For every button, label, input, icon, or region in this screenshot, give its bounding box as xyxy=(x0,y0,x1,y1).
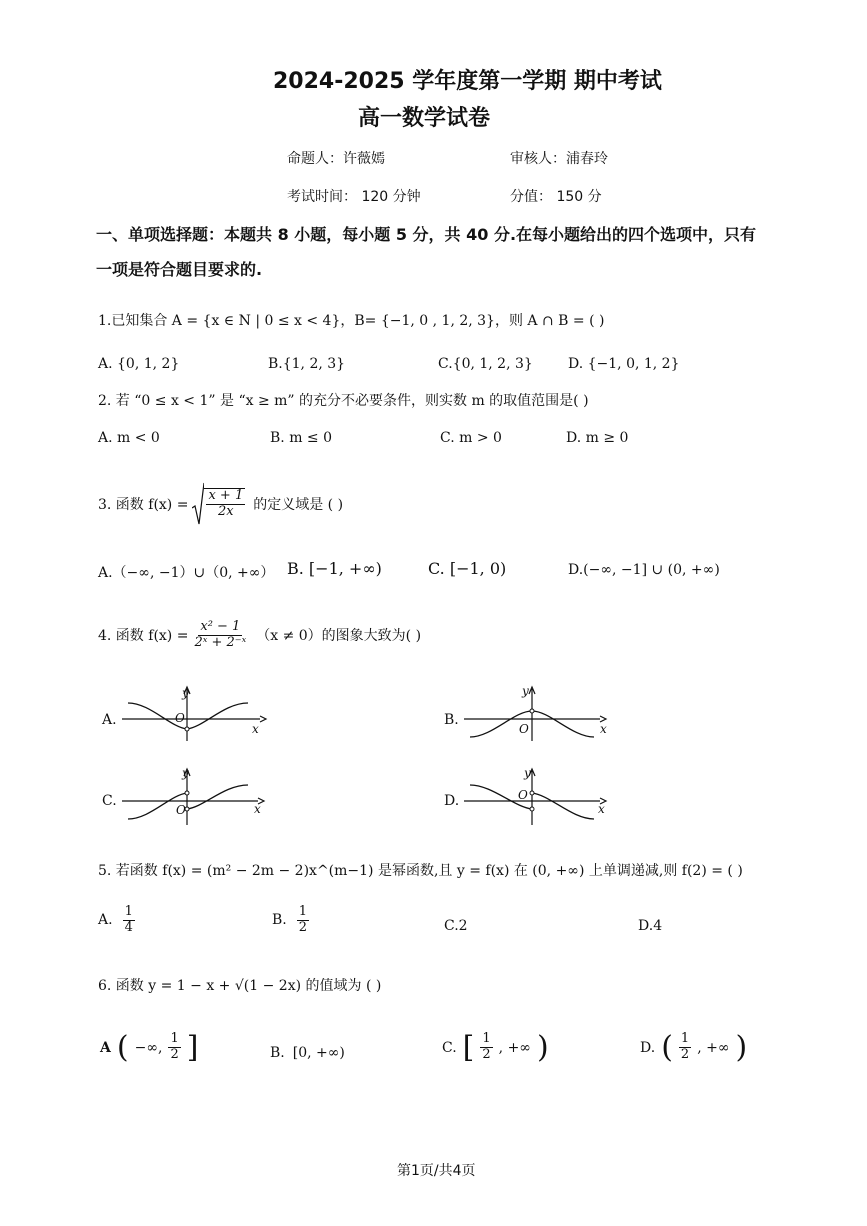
question-3-option-c: C. [−1, 0) xyxy=(428,559,507,578)
option-d-value: 4 xyxy=(653,918,663,934)
left-paren: ( xyxy=(116,1030,129,1065)
author: 命题人：许薇嫣 xyxy=(287,151,385,167)
section-heading-line1: 一、单项选择题：本题共 8 小题，每小题 5 分，共 40 分.在每小题给出的四个选项中，只有 xyxy=(96,225,757,244)
fraction-denominator: 2ˣ + 2⁻ˣ xyxy=(194,634,247,650)
question-2-option-d: D. m ≥ 0 xyxy=(566,430,629,446)
question-6-option-d xyxy=(640,1030,747,1065)
question-5-option-d xyxy=(638,918,662,934)
question-2-option-b: B. m ≤ 0 xyxy=(270,430,333,446)
question-6-stem: 6. 函数 y = 1 − x + √(1 − 2x) 的值域为 ( ) xyxy=(98,978,382,994)
question-3-stem xyxy=(98,482,343,526)
right-paren: ) xyxy=(735,1030,748,1065)
graph-c-x-label: x xyxy=(254,802,261,816)
radicand-numerator: x + 1 xyxy=(208,488,244,504)
exam-score: 分值： 150 分 xyxy=(510,189,602,205)
graph-d-y-label: y xyxy=(524,766,531,780)
question-3-stem-end: 的定义域是 ( ) xyxy=(253,497,344,513)
option-a-numerator: 1 xyxy=(124,904,133,919)
graph-b-origin-label: O xyxy=(519,722,529,736)
graph-a-y-label: y xyxy=(182,686,189,700)
question-2-option-c: C. m > 0 xyxy=(440,430,502,446)
option-c-label: C. xyxy=(444,918,459,934)
graph-c-y-label: y xyxy=(182,766,189,780)
section-heading-line2: 一项是符合题目要求的. xyxy=(96,260,263,279)
graph-d-x-label: x xyxy=(598,802,605,816)
option-d-denominator: 2 xyxy=(680,1047,690,1062)
option-b-label: B. xyxy=(272,912,287,929)
option-c-value: 2 xyxy=(458,918,468,934)
graph-option-a xyxy=(120,683,270,743)
question-4-option-c-label: C. xyxy=(102,793,117,809)
option-b-numerator: 1 xyxy=(298,904,308,919)
question-3-option-b: B. [−1, +∞) xyxy=(287,559,382,578)
right-paren: ) xyxy=(536,1030,549,1065)
graph-b-x-label: x xyxy=(600,722,607,736)
option-d-label: D. xyxy=(638,918,654,934)
question-5-option-b xyxy=(272,905,309,936)
page-footer: 第1页/共4页 xyxy=(397,1163,476,1179)
option-a-infinity: −∞, xyxy=(134,1039,163,1056)
function-fraction xyxy=(192,620,248,651)
question-5-option-a xyxy=(98,905,135,936)
option-c-numerator: 1 xyxy=(482,1031,491,1047)
radical-sign xyxy=(192,482,204,526)
question-4-stem xyxy=(98,620,421,651)
question-1-option-d: D. {−1, 0, 1, 2} xyxy=(568,356,680,372)
option-b-value: [0, +∞) xyxy=(292,1045,345,1061)
question-4-option-b-label: B. xyxy=(444,712,459,728)
graph-a-origin-label: O xyxy=(175,711,185,725)
option-c-label: C. xyxy=(442,1039,457,1056)
question-1-option-b: B.{1, 2, 3} xyxy=(268,356,346,372)
option-c-infinity: , +∞ xyxy=(498,1039,531,1056)
graph-option-b xyxy=(462,683,612,743)
option-b-label: B. xyxy=(270,1045,285,1061)
exam-time: 考试时间： 120 分钟 xyxy=(287,189,421,205)
option-d-numerator: 1 xyxy=(680,1031,690,1047)
exam-subtitle: 高一数学试卷 xyxy=(358,106,491,131)
option-b-denominator: 2 xyxy=(298,919,308,935)
fraction-numerator: x² − 1 xyxy=(200,619,241,634)
graph-a-x-label: x xyxy=(252,722,259,736)
graph-option-c xyxy=(120,765,270,827)
option-d-label: D. xyxy=(640,1039,656,1056)
right-bracket: ] xyxy=(186,1030,199,1065)
left-bracket: [ xyxy=(462,1030,475,1065)
exam-title: 2024-2025 学年度第一学期 期中考试 xyxy=(273,69,662,94)
graph-option-d xyxy=(462,765,612,827)
question-6-option-b xyxy=(270,1045,345,1061)
question-2-option-a: A. m < 0 xyxy=(98,430,160,446)
question-1-option-a: A. {0, 1, 2} xyxy=(98,356,180,372)
question-4-option-a-label: A. xyxy=(102,712,117,728)
graph-c-origin-label: O xyxy=(176,803,186,817)
option-a-label: A. xyxy=(98,912,113,929)
radicand-denominator: 2x xyxy=(218,504,234,519)
left-paren: ( xyxy=(661,1030,673,1065)
question-4-stem-start: 4. 函数 f(x) = xyxy=(98,628,189,645)
option-c-denominator: 2 xyxy=(482,1047,491,1062)
option-a-numerator: 1 xyxy=(170,1031,179,1047)
question-4-stem-end: （x ≠ 0）的图象大致为( ) xyxy=(256,628,422,645)
question-3-option-d: D.(−∞, −1] ∪ (0, +∞) xyxy=(568,562,720,578)
question-3-stem-start: 3. 函数 f(x) = xyxy=(98,497,189,513)
graph-d-origin-label: O xyxy=(518,788,528,802)
question-4-option-d-label: D. xyxy=(444,793,460,809)
question-2-stem: 2. 若 “0 ≤ x < 1” 是 “x ≥ m” 的充分不必要条件，则实数 m 的取值范围是( ) xyxy=(98,393,589,409)
graph-b-y-label: y xyxy=(522,684,529,698)
sqrt-expression xyxy=(192,482,245,526)
option-a-label: A xyxy=(100,1039,111,1056)
question-5-stem: 5. 若函数 f(x) = (m² − 2m − 2)x^(m−1) 是幂函数,且 y = f(x) 在 (0, +∞) 上单调递减,则 f(2) = ( ) xyxy=(98,863,743,879)
reviewer: 审核人：浦春玲 xyxy=(510,151,608,167)
question-6-option-a xyxy=(100,1030,198,1065)
question-1-stem: 1.已知集合 A = {x ∈ N | 0 ≤ x < 4}，B= {−1, 0 , 1, 2, 3}，则 A ∩ B = ( ) xyxy=(98,313,605,329)
question-3-option-a: A.（−∞, −1）∪（0, +∞） xyxy=(98,565,275,581)
question-1-option-c: C.{0, 1, 2, 3} xyxy=(438,356,533,372)
option-d-infinity: , +∞ xyxy=(697,1039,730,1056)
question-6-option-c xyxy=(442,1030,549,1065)
option-a-denominator: 2 xyxy=(170,1047,179,1062)
option-a-denominator: 4 xyxy=(124,919,133,935)
question-5-option-c xyxy=(444,918,468,934)
